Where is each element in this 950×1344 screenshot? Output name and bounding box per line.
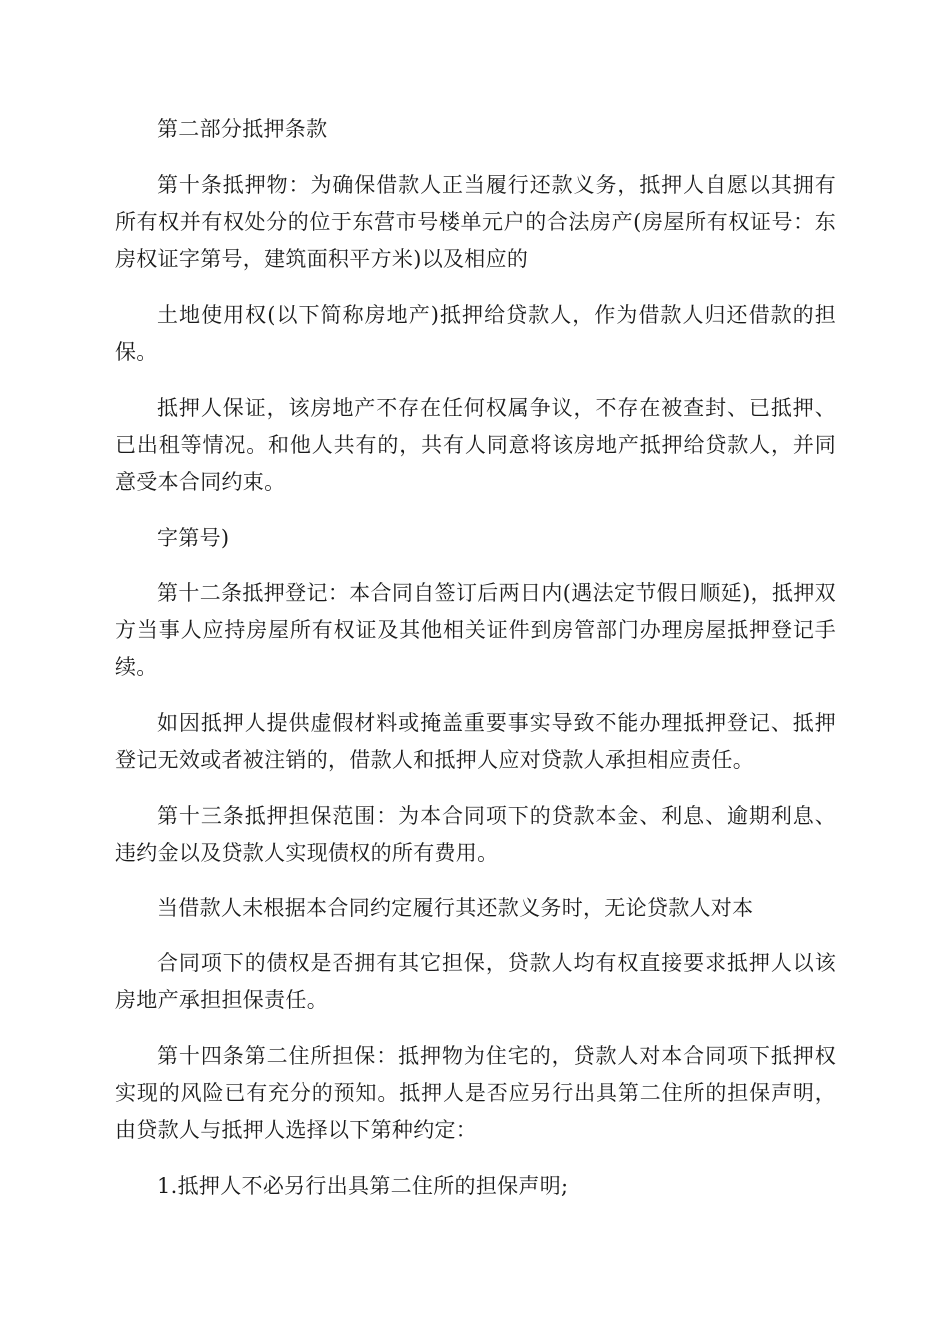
clause-12-paragraph: 第十二条抵押登记：本合同自签订后两日内(遇法定节假日顺延)，抵押双方当事人应持房屋所有权证及其他相关证件到房管部门办理房屋抵押登记手续。	[115, 581, 836, 679]
fragment-paragraph: 字第号)	[157, 526, 230, 550]
clause-14-paragraph: 第十四条第二住所担保：抵押物为住宅的，贷款人对本合同项下抵押权实现的风险已有充分的预知。抵押人是否应另行出具第二住所的担保声明，由贷款人与抵押人选择以下第种约定：	[115, 1044, 836, 1142]
clause-13-paragraph: 第十三条抵押担保范围：为本合同项下的贷款本金、利息、逾期利息、违约金以及贷款人实现债权的所有费用。	[115, 804, 836, 865]
section-heading: 第二部分抵押条款	[157, 117, 328, 141]
repayment-paragraph: 当借款人未根据本合同约定履行其还款义务时，无论贷款人对本	[157, 896, 754, 920]
clause-10-paragraph: 第十条抵押物：为确保借款人正当履行还款义务，抵押人自愿以其拥有所有权并有权处分的位于东营市号楼单元户的合法房产(房屋所有权证号：东房权证字第号，建筑面积平方米)以及相应的	[115, 173, 836, 271]
land-use-paragraph: 土地使用权(以下简称房地产)抵押给贷款人，作为借款人归还借款的担保。	[115, 303, 836, 364]
creditor-rights-paragraph: 合同项下的债权是否拥有其它担保，贷款人均有权直接要求抵押人以该房地产承担担保责任。	[115, 951, 836, 1012]
false-material-paragraph: 如因抵押人提供虚假材料或掩盖重要事实导致不能办理抵押登记、抵押登记无效或者被注销的，借款人和抵押人应对贷款人承担相应责任。	[115, 711, 836, 772]
guarantee-paragraph: 抵押人保证，该房地产不存在任何权属争议，不存在被查封、已抵押、已出租等情况。和他人共有的，共有人同意将该房地产抵押给贷款人，并同意受本合同约束。	[115, 396, 836, 494]
list-item-1: 1.抵押人不必另行出具第二住所的担保声明;	[157, 1174, 569, 1198]
